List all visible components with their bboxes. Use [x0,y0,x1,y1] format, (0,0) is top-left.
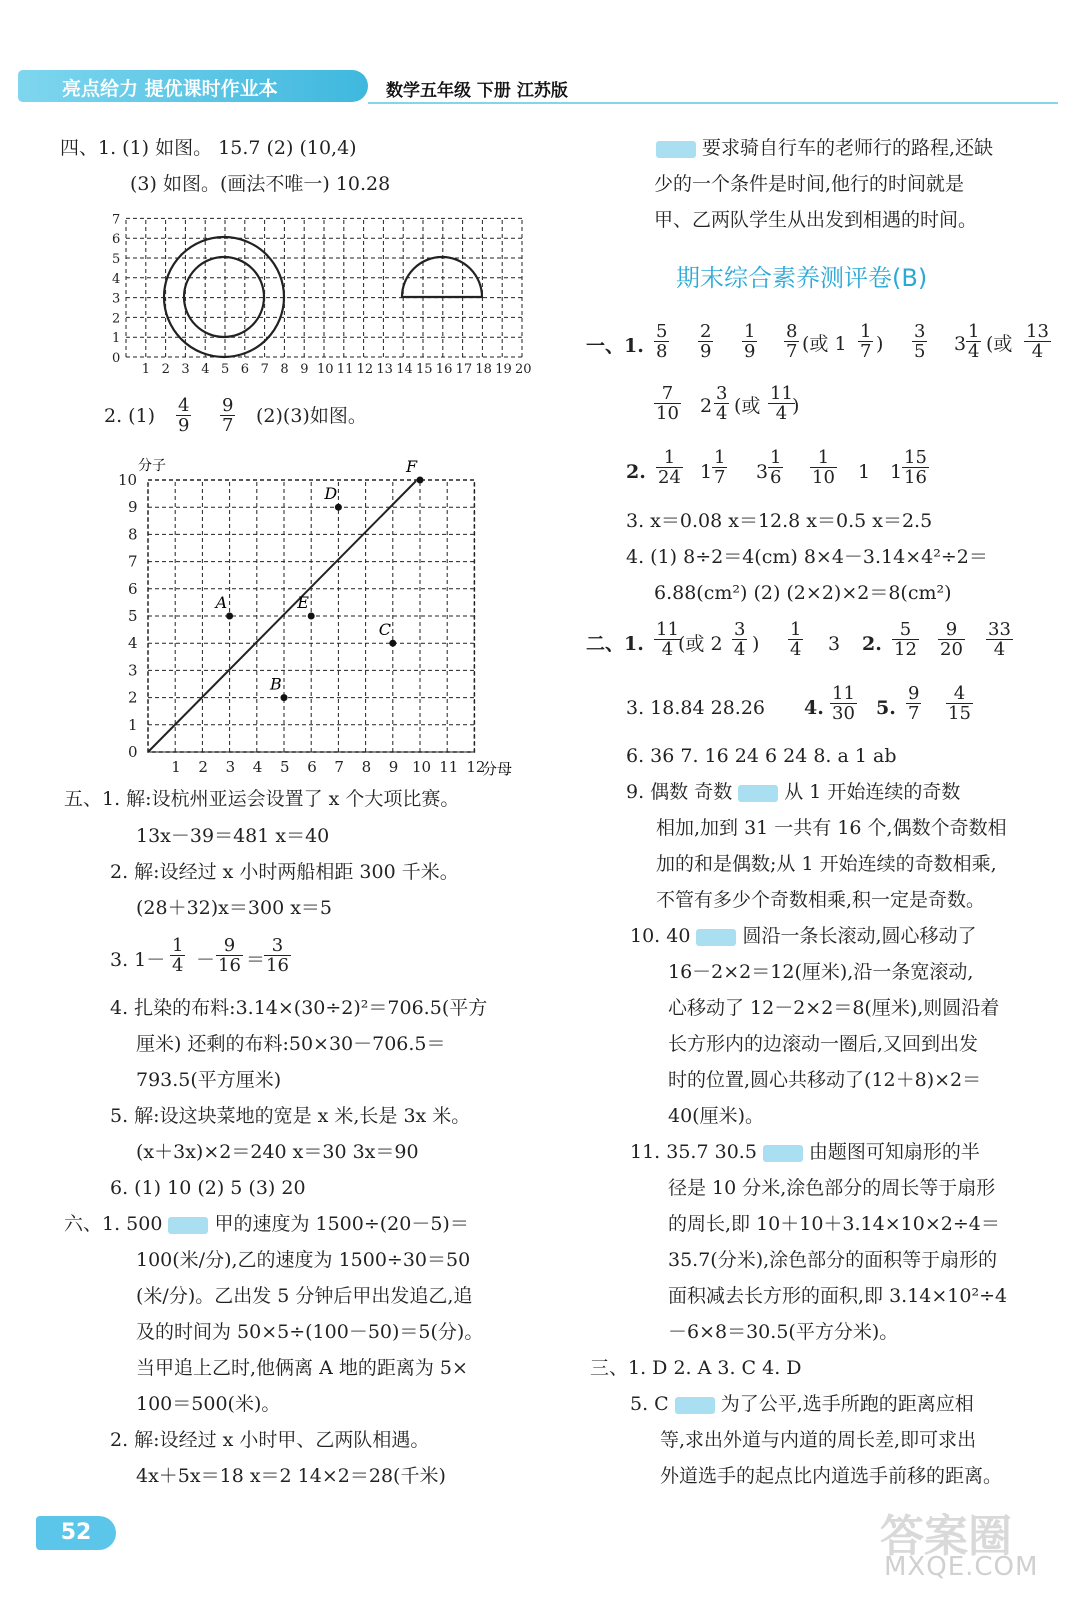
e2-frac-1: $\frac{9}{20}$ [940,619,963,660]
y-tick-label: 7 [112,212,121,228]
header-series: 亮点给力 提优课时作业本 [62,78,278,100]
r2-last-frac: $\frac{15}{16}$ [904,447,927,488]
x-tick-label: 17 [455,362,473,377]
x-tick-label: 5 [221,362,230,377]
e4-label: 4. [804,697,824,719]
r2-whole-1: 1 [700,461,713,483]
fraction-3-16: $\frac{3}{16}$ [266,935,289,976]
e11c: 的周长,即 10＋10＋3.14×10×2÷4＝ [668,1213,1000,1235]
x-tick-label: 3 [181,362,190,377]
point-A [226,613,233,620]
fraction-9-16: $\frac{9}{16}$ [218,935,241,976]
analysis-badge [168,1217,208,1234]
e11d: 35.7(分米),涂色部分的面积等于扇形的 [668,1249,998,1271]
e1-or-frac: $\frac{3}{4}$ [734,619,746,660]
e10d: 长方形内的边滚动一圈后,又回到出发 [668,1033,979,1055]
fraction-4-9: $\frac{4}{9}$ [178,395,190,436]
page-number: 52 [36,1516,116,1550]
answer-5-6: 6. (1) 10 (2) 5 (3) 20 [110,1177,306,1199]
r2-frac-1: $\frac{1}{7}$ [714,447,726,488]
r1b-mixed-frac: $\frac{3}{4}$ [716,383,728,424]
answer-6-1a: 六、1. 500 甲的速度为 1500÷(20－5)＝ [64,1213,469,1235]
equals-sign: ＝ [246,949,266,971]
r1-frac-3: $\frac{8}{7}$ [786,321,798,362]
y-tick-label: 4 [112,271,121,287]
e10b: 16－2×2＝12(厘米),沿一条宽滚动, [668,961,974,983]
answer-5-2b: (28＋32)x＝300 x＝5 [136,897,333,919]
inner-circle [184,257,264,337]
x-tick-label: 6 [240,362,250,377]
e9a: 9. 偶数 奇数 从 1 开始连续的奇数 [626,781,961,803]
e6: 6. 36 7. 16 24 6 24 8. a 1 ab [626,745,897,767]
y-tick-label: 3 [112,291,121,307]
close-paren: ) [752,633,760,655]
x-tick-label: 14 [396,362,413,377]
answer-5-5a: 5. 解:设这块菜地的宽是 x 米,长是 3x 米。 [110,1105,471,1127]
q4b: 6.88(cm²) (2) (2×2)×2＝8(cm²) [654,582,952,604]
e9d: 不管有多少个奇数相乘,积一定是奇数。 [656,889,986,911]
analysis-badge [696,929,736,946]
x-tick-label: 10 [412,758,432,776]
y-tick-label: 2 [128,688,138,707]
section-title: 期末综合素养测评卷(B) [676,264,928,292]
point-F [417,477,424,484]
header-subject: 数学五年级 下册 江苏版 [386,81,568,101]
point-label-B: B [270,674,282,694]
e11a: 11. 35.7 30.5 由题图可知扇形的半 [630,1141,980,1163]
y-tick-label: 6 [112,232,121,248]
e10c: 心移动了 12－2×2＝8(厘米),则圆沿着 [668,997,1000,1019]
minus-sign: － [196,949,216,971]
answer-6-2b: 4x＋5x＝18 x＝2 14×2＝28(千米) [136,1465,446,1487]
x-tick-label: 18 [475,362,492,377]
x-tick-label: 12 [356,362,374,377]
y-tick-label: 4 [128,634,138,653]
e11e: 面积减去长方形的面积,即 3.14×10²÷4 [668,1285,1008,1307]
x-tick-label: 7 [260,362,269,377]
answer-6-1b: 100(米/分),乙的速度为 1500÷30＝50 [136,1249,471,1271]
x-tick-label: 4 [252,758,263,776]
x-tick-label: 5 [280,758,290,776]
answer-6-2a: 2. 解:设经过 x 小时甲、乙两队相遇。 [110,1429,430,1451]
r2-frac-3: $\frac{1}{10}$ [812,447,835,488]
r1-frac-2: $\frac{1}{9}$ [744,321,756,362]
e10f: 40(厘米)。 [668,1105,765,1127]
x-tick-label: 10 [317,362,334,377]
y-tick-label: 6 [128,579,138,598]
x-tick-label: 13 [376,362,393,377]
x-tick-label: 4 [201,362,210,377]
fraction-1-4: $\frac{1}{4}$ [172,935,184,976]
r2-last-whole: 1 [890,461,903,483]
answer-6-1f: 100＝500(米)。 [136,1393,281,1415]
header-rule [368,102,1058,104]
point-C [389,640,396,647]
x-tick-label: 8 [280,362,289,377]
e10a: 10. 40 圆沿一条长滚动,圆心移动了 [630,925,977,947]
close-paren: ) [792,395,800,417]
answer-5-2a: 2. 解:设经过 x 小时两船相距 300 千米。 [110,861,459,883]
answer-5-5b: (x＋3x)×2＝240 x＝30 3x＝90 [136,1141,419,1163]
part3-5c: 外道选手的起点比内道选手前移的距离。 [660,1465,1003,1487]
x-tick-label: 7 [334,758,344,776]
part3-5a: 5. C 为了公平,选手所跑的距离应相 [630,1393,974,1415]
answer-6-1c: (米/分)。乙出发 5 分钟后甲出发追乙,追 [136,1285,473,1307]
e10e: 时的位置,圆心共移动了(12＋8)×2＝ [668,1069,982,1091]
e11b: 径是 10 分米,涂色部分的周长等于扇形 [668,1177,996,1199]
r1b-or-frac: $\frac{11}{4}$ [770,383,793,424]
watermark-logo: 答案圈 [880,1511,1012,1562]
right-top-3: 甲、乙两队学生从出发到相遇的时间。 [654,209,978,231]
y-tick-label: 7 [128,552,138,571]
y-tick-label: 2 [112,311,121,327]
point-E [308,613,315,620]
x-tick-label: 2 [198,758,208,776]
y-axis-label: 分子 [138,458,166,474]
answer-5-4c: 793.5(平方厘米) [136,1069,282,1091]
r2-frac-2: $\frac{1}{6}$ [770,447,782,488]
e2-frac-0: $\frac{5}{12}$ [894,619,917,660]
point-D [335,504,342,511]
answer-6-1d: 及的时间为 50×5÷(100－50)＝5(分)。 [136,1321,484,1343]
y-tick-label: 5 [112,252,121,267]
r1-mixed-frac: $\frac{1}{4}$ [968,321,980,362]
x-tick-label: 11 [336,362,354,377]
x-tick-label: 8 [361,758,372,776]
point-label-D: D [324,484,338,504]
e5-frac-1: $\frac{9}{7}$ [908,683,920,724]
r1-or1-frac: $\frac{1}{7}$ [860,321,872,362]
x-tick-label: 9 [300,362,309,377]
e9b: 相加,加到 31 一共有 16 个,偶数个奇数相 [656,817,1007,839]
answer-5-1a: 五、1. 解:设杭州亚运会设置了 x 个大项比赛。 [64,788,460,810]
right-top-2: 少的一个条件是时间,他行的时间就是 [654,173,965,195]
right-top-1: 要求骑自行车的老师行的路程,还缺 [650,138,993,158]
answer-6-1e: 当甲追上乙时,他俩离 A 地的距离为 5× [136,1357,468,1379]
answer-4-1a: 四、1. (1) 如图。 15.7 (2) (10,4) [60,137,357,159]
x-tick-label: 1 [141,362,151,377]
analysis-badge [656,141,696,158]
x-tick-label: 3 [225,758,236,776]
e1-frac-1: $\frac{11}{4}$ [656,619,679,660]
answer-5-4b: 厘米) 还剩的布料:50×30－706.5＝ [136,1033,446,1055]
y-tick-label: 0 [112,351,121,366]
close-paren: ) [876,333,884,355]
y-tick-label: 5 [128,607,138,625]
r1-or2-frac: $\frac{13}{4}$ [1026,321,1049,362]
circle-grid-figure [106,210,546,380]
r1-frac-5: $\frac{3}{5}$ [914,321,926,362]
watermark-url: MXQE.COM [884,1552,1039,1582]
x-tick-label: 20 [515,362,532,377]
part2-label: 二、1. [586,633,644,655]
x-tick-label: 16 [435,362,453,377]
analysis-badge [763,1145,803,1162]
point-label-E: E [297,593,309,612]
answer-5-4a: 4. 扎染的布料:3.14×(30÷2)²＝706.5(平方 [110,997,488,1019]
point-label-F: F [406,457,418,476]
answer-5-3-pre: 3. 1－ [110,949,166,971]
x-tick-label: 12 [466,758,486,776]
analysis-badge [675,1397,715,1414]
r1-or2: (或 [986,333,1013,355]
r1-frac-0: $\frac{5}{8}$ [656,321,668,362]
e9c: 加的和是偶数;从 1 开始连续的奇数相乘, [656,853,997,875]
point-label-C: C [378,620,392,640]
r2-frac-0: $\frac{1}{24}$ [658,447,681,488]
fraction-grid-figure [110,452,540,782]
r1-frac-1: $\frac{2}{9}$ [700,321,712,362]
x-tick-label: 11 [439,758,459,776]
point-label-A: A [215,593,228,612]
y-tick-label: 0 [128,743,138,761]
part3-5b: 等,求出外道与内道的周长差,即可求出 [660,1429,977,1451]
r2-whole-2: 3 [756,461,769,483]
e11f: －6×8＝30.5(平方分米)。 [668,1321,899,1343]
analysis-badge [738,785,778,802]
x-tick-label: 19 [495,362,512,377]
y-tick-label: 9 [128,498,138,517]
q3: 3. x＝0.08 x＝12.8 x＝0.5 x＝2.5 [626,510,933,532]
r1-mixed: 3 [954,333,967,355]
q2-label: 2. [626,461,646,483]
e1-three: 3 [828,633,841,655]
answer-4-1b: (3) 如图。(画法不唯一) 10.28 [130,173,391,195]
answer-4-2-post: (2)(3)如图。 [256,405,367,427]
x-tick-label: 6 [307,758,317,776]
e5-label: 5. [876,697,896,719]
point-B [281,694,288,701]
semicircle [402,257,482,297]
r2-one: 1 [858,461,871,483]
r1b-or: (或 [734,395,761,417]
e4-frac: $\frac{11}{30}$ [832,683,855,724]
q1-label: 一、1. [586,335,644,357]
x-tick-label: 15 [416,362,433,377]
x-tick-label: 1 [171,758,181,776]
r1b-mixed: 2 [700,395,713,417]
y-tick-label: 10 [118,471,138,489]
answer-4-2-pre: 2. (1) [104,405,156,427]
e5-frac-2: $\frac{4}{15}$ [948,683,971,724]
y-tick-label: 3 [128,661,138,680]
e2-frac-2: $\frac{33}{4}$ [988,619,1011,660]
x-tick-label: 9 [388,758,399,776]
part3-line1: 三、1. D 2. A 3. C 4. D [590,1357,802,1379]
e2-label: 2. [862,633,882,655]
y-tick-label: 1 [128,715,138,734]
y-tick-label: 1 [112,331,121,347]
q4a: 4. (1) 8÷2＝4(cm) 8×4－3.14×4²÷2＝ [626,546,988,568]
answer-5-1b: 13x－39＝481 x＝40 [136,825,330,847]
e3: 3. 18.84 28.26 [626,697,765,719]
e1-frac-2: $\frac{1}{4}$ [790,619,802,660]
r1b-frac-1: $\frac{7}{10}$ [656,383,679,424]
e1-or: (或 2 [678,633,723,655]
y-tick-label: 8 [128,525,138,544]
r1-or1: (或 1 [802,333,847,355]
outer-circle [164,237,284,357]
fraction-9-7: $\frac{9}{7}$ [222,395,234,436]
x-tick-label: 2 [161,362,170,377]
x-axis-label: 分母 [482,760,513,778]
